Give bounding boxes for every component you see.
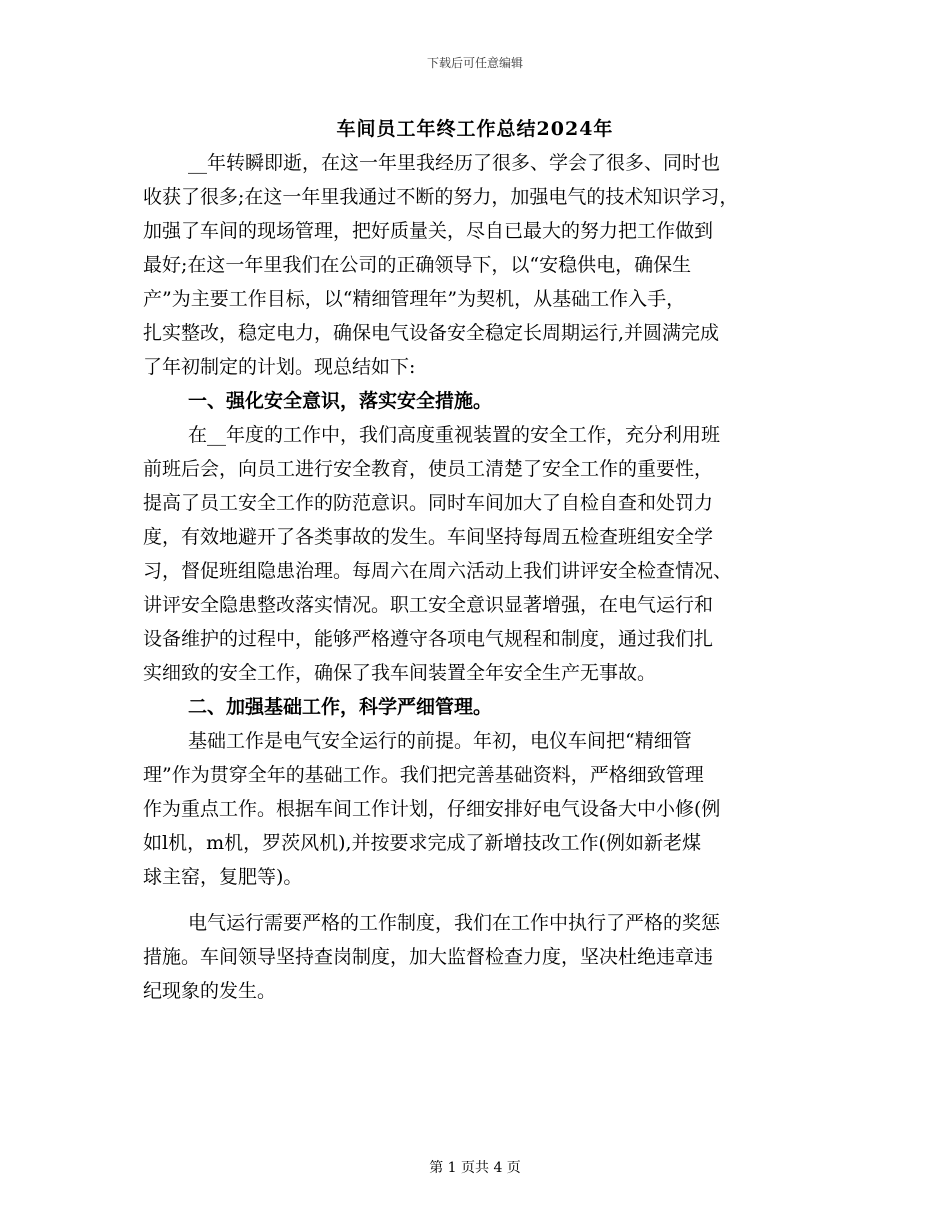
paragraph-line: 球主窑，复肥等)。 [143, 866, 303, 888]
paragraph-line: 了年初制定的计划。现总结如下: [143, 356, 416, 378]
paragraph-line: 设备维护的过程中，能够严格遵守各项电气规程和制度，通过我们扎 [143, 628, 714, 650]
paragraph-line: 如l机，m机，罗茨风机),并按要求完成了新增技改工作(例如新老煤 [143, 832, 701, 854]
paragraph-line: 加强了车间的现场管理，把好质量关，尽自已最大的努力把工作做到 [143, 220, 714, 242]
paragraph-line: 在__年度的工作中，我们高度重视装置的安全工作，充分利用班 [188, 424, 721, 446]
document-title: 车间员工年终工作总结2024年 [336, 118, 614, 140]
paragraph-line: 理”作为贯穿全年的基础工作。我们把完善基础资料，严格细致管理 [143, 764, 704, 786]
paragraph-line: 习，督促班组隐患治理。每周六在周六活动上我们讲评安全检查情况、 [143, 560, 733, 582]
paragraph-line: 收获了很多;在这一年里我通过不断的努力，加强电气的技术知识学习， [143, 186, 739, 208]
paragraph-line: 措施。车间领导坚持查岗制度，加大监督检查力度，坚决杜绝违章违 [143, 946, 714, 968]
section-heading: 二、加强基础工作，科学严细管理。 [188, 696, 493, 718]
paragraph-line: 纪现象的发生。 [143, 980, 277, 1002]
paragraph-line: 最好;在这一年里我们在公司的正确领导下，以“安稳供电，确保生 [143, 254, 692, 276]
paragraph-line: 讲评安全隐患整改落实情况。职工安全意识显著增强，在电气运行和 [143, 594, 714, 616]
paragraph-gap [143, 894, 813, 906]
paragraph-line: 提高了员工安全工作的防范意识。同时车间加大了自检自查和处罚力 [143, 492, 714, 514]
page-number-footer: 第 1 页共 4 页 [429, 1160, 521, 1176]
paragraph-line: 电气运行需要严格的工作制度，我们在工作中执行了严格的奖惩 [188, 912, 721, 934]
section-heading: 一、强化安全意识，落实安全措施。 [188, 390, 493, 412]
paragraph-line: 前班后会，向员工进行安全教育，使员工清楚了安全工作的重要性， [143, 458, 714, 480]
paragraph-line: 度，有效地避开了各类事故的发生。车间坚持每周五检查班组安全学 [143, 526, 714, 548]
paragraph-line: 实细致的安全工作，确保了我车间装置全年安全生产无事故。 [143, 662, 657, 684]
paragraph-line: __年转瞬即逝，在这一年里我经历了很多、学会了很多、同时也 [188, 152, 721, 174]
paragraph-line: 扎实整改，稳定电力，确保电气设备安全稳定长周期运行,并圆满完成 [143, 322, 720, 344]
document-body [143, 146, 813, 1008]
paragraph-line: 作为重点工作。根据车间工作计划，仔细安排好电气设备大中小修(例 [143, 798, 721, 820]
paragraph-line: 基础工作是电气安全运行的前提。年初，电仪车间把“精细管 [188, 730, 692, 752]
page-header: 下载后可任意编辑 [426, 56, 523, 70]
paragraph-line: 产”为主要工作目标，以“精细管理年”为契机，从基础工作入手， [143, 288, 686, 310]
